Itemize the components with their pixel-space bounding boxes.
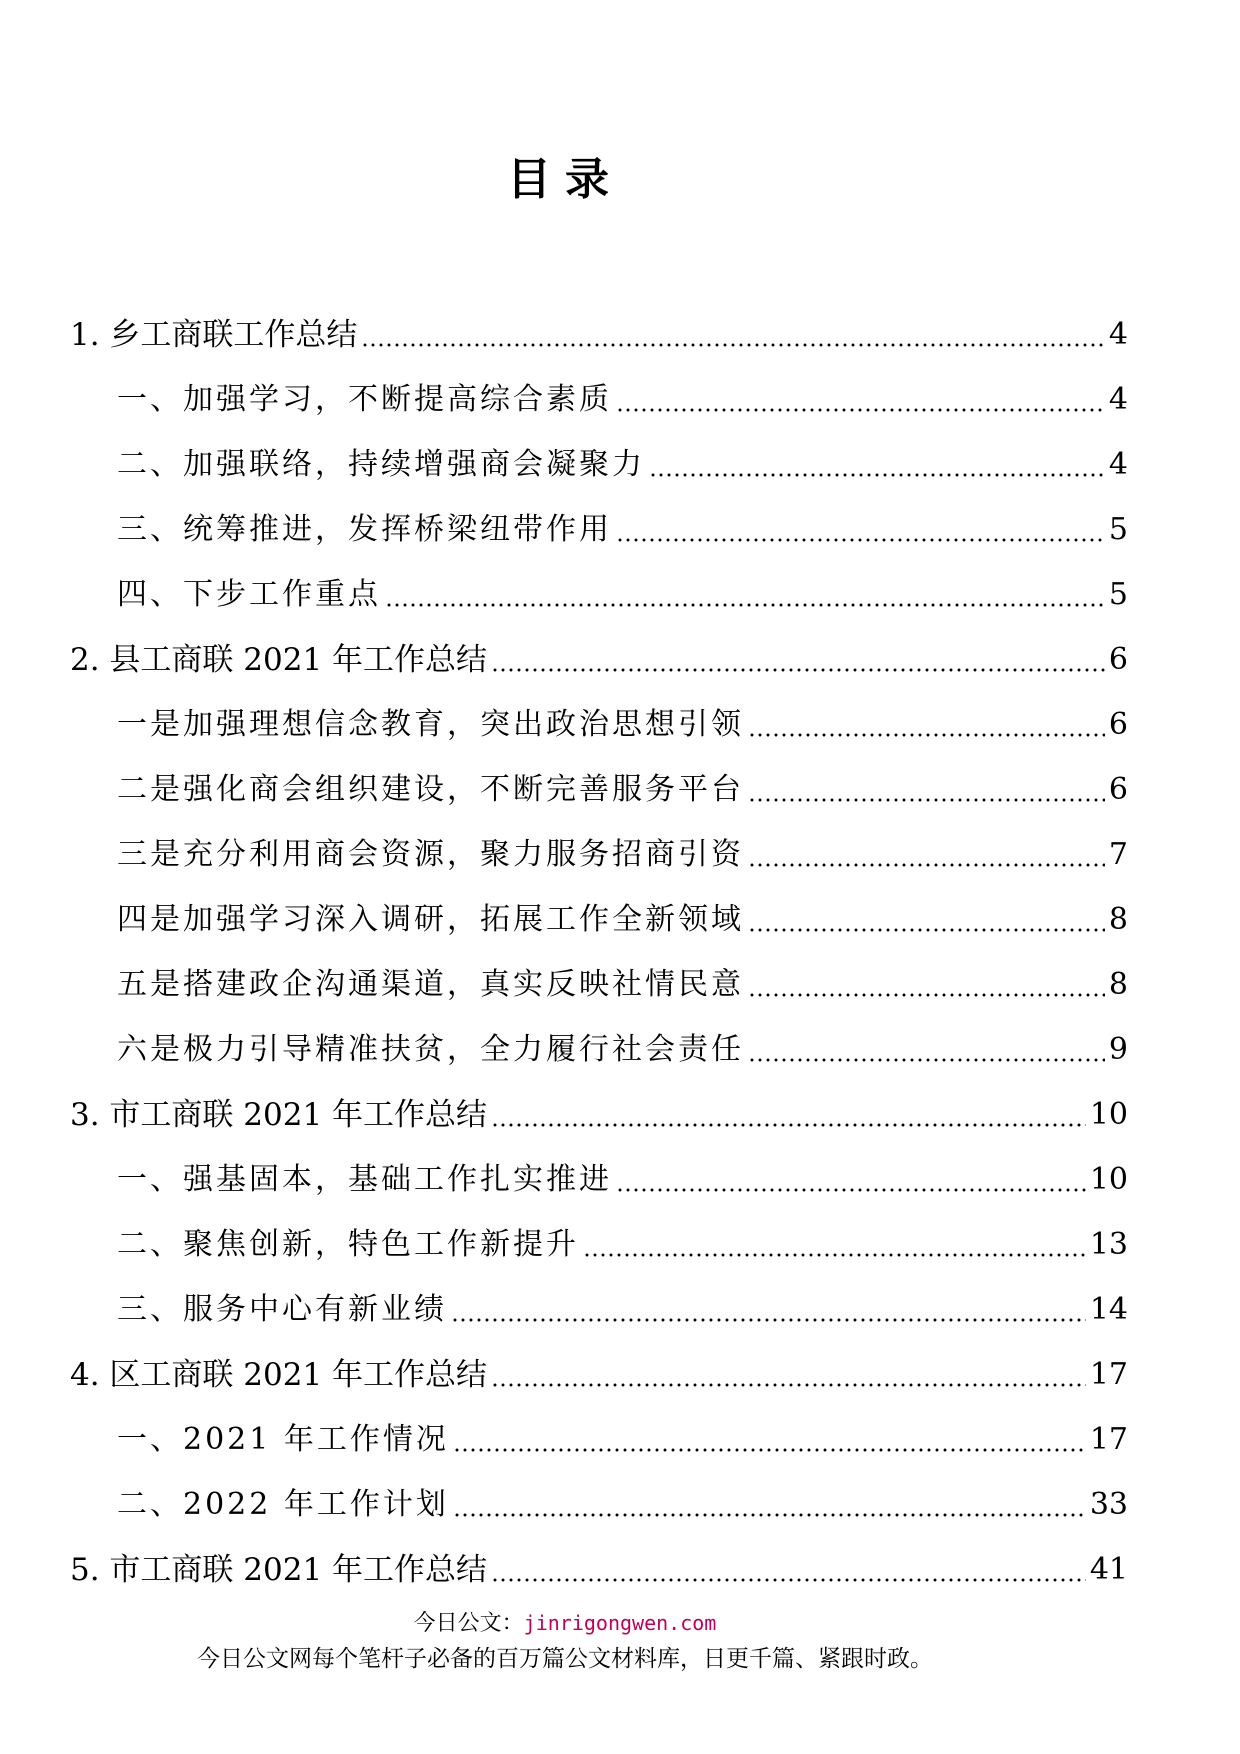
toc-page-number: 7 <box>1108 837 1128 872</box>
toc-section-entry[interactable] <box>70 1007 1128 1072</box>
toc-dot-leader <box>453 1444 1086 1454</box>
toc-page-number: 4 <box>1108 382 1128 417</box>
toc-entry-label: 二、2022 年工作计划 <box>117 1487 449 1522</box>
toc-page-number: 6 <box>1108 772 1128 807</box>
toc-page-number: 13 <box>1089 1227 1128 1262</box>
toc-entry-label: 5. 市工商联 2021 年工作总结 <box>70 1552 488 1588</box>
toc-section-entry[interactable] <box>70 422 1128 487</box>
toc-section-entry[interactable] <box>70 1462 1128 1527</box>
toc-page-number: 5 <box>1108 512 1128 547</box>
toc-dot-leader <box>748 924 1105 934</box>
toc-entry-label: 1. 乡工商联工作总结 <box>70 317 358 353</box>
footer <box>0 1607 1130 1676</box>
page-title: 目录 <box>507 154 623 205</box>
toc-page-number: 5 <box>1108 577 1128 612</box>
footer-site-line <box>0 1607 1130 1640</box>
toc-section-entry[interactable] <box>70 487 1128 552</box>
toc-entry-label: 四、下步工作重点 <box>117 577 381 612</box>
toc-entry-label: 三、统筹推进，发挥桥梁纽带作用 <box>117 512 612 547</box>
toc-entry-label: 4. 区工商联 2021 年工作总结 <box>70 1357 488 1393</box>
table-of-contents <box>70 292 1128 1592</box>
toc-dot-leader <box>748 729 1105 739</box>
toc-dot-leader <box>491 1119 1086 1129</box>
toc-dot-leader <box>616 404 1105 414</box>
toc-entry-label: 三、服务中心有新业绩 <box>117 1292 447 1327</box>
toc-chapter-entry[interactable] <box>70 1072 1128 1137</box>
toc-page-number: 14 <box>1089 1292 1128 1327</box>
toc-chapter-entry[interactable] <box>70 617 1128 682</box>
toc-section-entry[interactable] <box>70 1267 1128 1332</box>
toc-section-entry[interactable] <box>70 1202 1128 1267</box>
toc-dot-leader <box>451 1314 1086 1324</box>
toc-dot-leader <box>748 794 1105 804</box>
toc-page-number: 4 <box>1108 447 1128 482</box>
toc-page-number: 17 <box>1089 1357 1128 1392</box>
toc-entry-label: 三是充分利用商会资源，聚力服务招商引资 <box>117 837 744 872</box>
toc-entry-label: 五是搭建政企沟通渠道，真实反映社情民意 <box>117 967 744 1002</box>
toc-dot-leader <box>748 859 1105 869</box>
toc-page-number: 10 <box>1089 1162 1128 1197</box>
toc-page-number: 9 <box>1108 1032 1128 1067</box>
toc-entry-label: 一、2021 年工作情况 <box>117 1422 449 1457</box>
toc-dot-leader <box>385 599 1105 609</box>
toc-chapter-entry[interactable] <box>70 1527 1128 1592</box>
toc-chapter-entry[interactable] <box>70 292 1128 357</box>
toc-dot-leader <box>748 989 1105 999</box>
toc-section-entry[interactable] <box>70 552 1128 617</box>
toc-section-entry[interactable] <box>70 1137 1128 1202</box>
toc-dot-leader <box>583 1249 1086 1259</box>
toc-chapter-entry[interactable] <box>70 1332 1128 1397</box>
toc-dot-leader <box>649 469 1105 479</box>
toc-entry-label: 四是加强学习深入调研，拓展工作全新领域 <box>117 902 744 937</box>
toc-entry-label: 六是极力引导精准扶贫，全力履行社会责任 <box>117 1032 744 1067</box>
toc-dot-leader <box>616 534 1105 544</box>
footer-site-prefix: 今日公文： <box>413 1611 524 1636</box>
toc-dot-leader <box>491 1574 1086 1584</box>
toc-page-number: 4 <box>1108 317 1128 352</box>
toc-section-entry[interactable] <box>70 877 1128 942</box>
toc-dot-leader <box>453 1509 1086 1519</box>
toc-dot-leader <box>616 1184 1086 1194</box>
toc-section-entry[interactable] <box>70 357 1128 422</box>
toc-dot-leader <box>748 1054 1105 1064</box>
footer-tagline: 今日公文网每个笔杆子必备的百万篇公文材料库，日更千篇、紧跟时政。 <box>197 1646 933 1672</box>
toc-page-number: 17 <box>1089 1422 1128 1457</box>
toc-dot-leader <box>361 339 1104 349</box>
toc-entry-label: 一、加强学习，不断提高综合素质 <box>117 382 612 417</box>
toc-page-number: 33 <box>1089 1487 1128 1522</box>
toc-section-entry[interactable] <box>70 747 1128 812</box>
toc-page-number: 41 <box>1089 1552 1128 1587</box>
toc-page-number: 8 <box>1108 902 1128 937</box>
toc-entry-label: 二、加强联络，持续增强商会凝聚力 <box>117 447 645 482</box>
footer-site-link[interactable]: jinrigongwen.com <box>523 1611 717 1635</box>
toc-dot-leader <box>491 1379 1086 1389</box>
toc-section-entry[interactable] <box>70 812 1128 877</box>
toc-entry-label: 二、聚焦创新，特色工作新提升 <box>117 1227 579 1262</box>
toc-dot-leader <box>491 664 1105 674</box>
toc-page-number: 6 <box>1108 707 1128 742</box>
toc-page-number: 8 <box>1108 967 1128 1002</box>
toc-section-entry[interactable] <box>70 682 1128 747</box>
toc-section-entry[interactable] <box>70 1397 1128 1462</box>
toc-page-number: 6 <box>1108 642 1128 677</box>
toc-entry-label: 一是加强理想信念教育，突出政治思想引领 <box>117 707 744 742</box>
toc-entry-label: 二是强化商会组织建设，不断完善服务平台 <box>117 772 744 807</box>
toc-entry-label: 2. 县工商联 2021 年工作总结 <box>70 642 488 678</box>
toc-page-number: 10 <box>1089 1097 1128 1132</box>
toc-entry-label: 3. 市工商联 2021 年工作总结 <box>70 1097 488 1133</box>
toc-section-entry[interactable] <box>70 942 1128 1007</box>
toc-entry-label: 一、强基固本，基础工作扎实推进 <box>117 1162 612 1197</box>
